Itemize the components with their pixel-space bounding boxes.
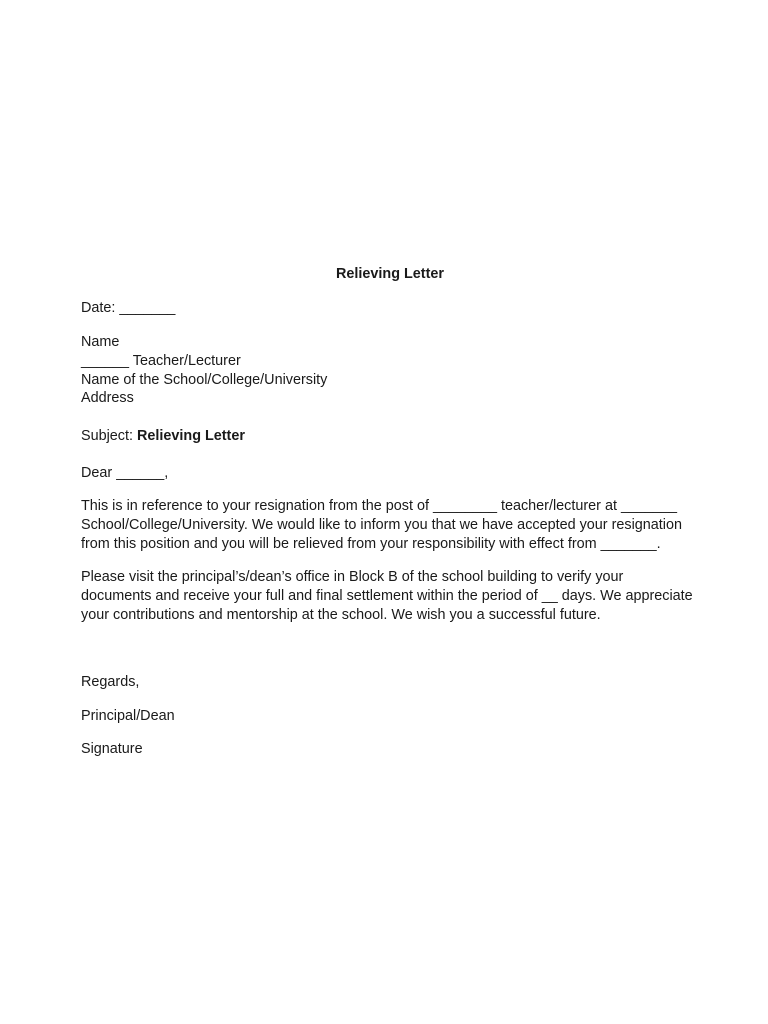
paragraph-line: School/College/University. We would like to inform you that we have accepted your resignation: [81, 517, 682, 533]
paragraph-line: from this position and you will be relieved from your responsibility with effect from _______.: [81, 536, 661, 552]
paragraph-line: your contributions and mentorship at the school. We wish you a successful future.: [81, 607, 601, 623]
signature-label: Signature: [81, 741, 143, 757]
recipient-name: Name: [81, 334, 120, 350]
letter-title: Relieving Letter: [336, 266, 444, 282]
salutation: Dear ______,: [81, 465, 169, 481]
closing: Regards,: [81, 674, 140, 690]
signatory-title: Principal/Dean: [81, 708, 175, 724]
subject-line: [81, 427, 245, 446]
date-line: Date: _______: [81, 300, 176, 316]
paragraph-line: Please visit the principal’s/dean’s office in Block B of the school building to verify your: [81, 569, 624, 585]
subject-label: Subject:: [81, 428, 133, 444]
paragraph-resignation: [81, 497, 711, 554]
paragraph-settlement: [81, 568, 711, 625]
paragraph-line: documents and receive your full and final settlement within the period of __ days. We appreciate: [81, 588, 693, 604]
recipient-designation: ______ Teacher/Lecturer: [81, 353, 241, 369]
paragraph-line: This is in reference to your resignation from the post of ________ teacher/lecturer at _______: [81, 498, 677, 514]
recipient-institution: Name of the School/College/University: [81, 372, 328, 388]
subject-value: Relieving Letter: [137, 428, 245, 444]
recipient-address: Address: [81, 390, 134, 406]
